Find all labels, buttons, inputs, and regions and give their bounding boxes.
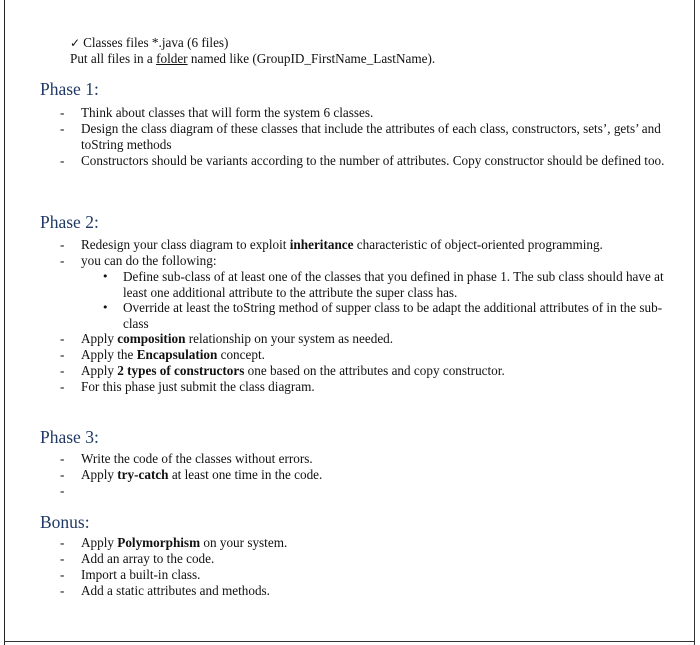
dash-marker: - bbox=[60, 363, 65, 378]
sub-list-item-text: Define sub-class of at least one of the classes that you defined in phase 1. The sub class should have at least one additional attribute to the attribute the super class has. bbox=[123, 269, 664, 300]
intro-line-2 bbox=[70, 51, 435, 66]
bonus-list bbox=[0, 535, 671, 599]
list-item bbox=[0, 551, 671, 567]
list-item-text: Think about classes that will form the system 6 classes. bbox=[81, 105, 374, 120]
list-item bbox=[0, 467, 671, 483]
bold-term: inheritance bbox=[289, 237, 354, 252]
intro-line-2-post: named like (GroupID_FirstName_LastName). bbox=[187, 51, 436, 66]
bullet-marker: • bbox=[102, 301, 109, 314]
list-item-text: Apply bbox=[81, 467, 118, 482]
bold-term: 2 types of constructors bbox=[117, 363, 245, 378]
list-item-text: one based on the attributes and copy constructor. bbox=[244, 363, 505, 378]
check-mark-icon: ✓ bbox=[70, 36, 81, 50]
phase-1-list bbox=[0, 105, 671, 169]
dash-marker: - bbox=[60, 583, 65, 598]
list-item-text: Add an array to the code. bbox=[81, 551, 215, 566]
phase-3-title: Phase 3: bbox=[40, 427, 99, 447]
phase-2-list bbox=[0, 237, 671, 395]
dash-marker: - bbox=[60, 347, 65, 362]
dash-marker: - bbox=[60, 467, 65, 482]
list-item bbox=[0, 121, 671, 152]
bold-term: try-catch bbox=[117, 467, 169, 482]
list-item bbox=[0, 535, 671, 551]
list-item-text: Apply bbox=[81, 535, 118, 550]
list-item bbox=[0, 363, 671, 379]
bold-term: composition bbox=[117, 331, 186, 346]
dash-marker: - bbox=[60, 551, 65, 566]
folder-underlined-text: folder bbox=[156, 51, 188, 66]
bonus-title: Bonus: bbox=[40, 512, 90, 532]
dash-marker: - bbox=[60, 105, 65, 120]
list-item bbox=[0, 253, 671, 269]
list-item bbox=[0, 451, 671, 467]
list-item-text: concept. bbox=[217, 347, 265, 362]
bold-term: Polymorphism bbox=[117, 535, 201, 550]
bold-term: Encapsulation bbox=[136, 347, 218, 362]
list-item-text: Import a built-in class. bbox=[81, 567, 201, 582]
sub-list-item bbox=[0, 300, 671, 331]
sub-list-item bbox=[0, 269, 671, 300]
list-item bbox=[0, 567, 671, 583]
list-item bbox=[0, 379, 671, 395]
dash-marker: - bbox=[60, 121, 65, 136]
dash-marker: - bbox=[60, 567, 65, 582]
intro-line-2-pre: Put all files in a bbox=[70, 51, 157, 66]
list-item-text: characteristic of object-oriented programming. bbox=[353, 237, 603, 252]
sub-list-item-text: Override at least the toString method of supper class to be adapt the additional attributes of in the sub-class bbox=[123, 300, 663, 331]
dash-marker: - bbox=[60, 152, 65, 168]
page-bottom-border bbox=[4, 641, 695, 642]
phase-2-title: Phase 2: bbox=[40, 212, 99, 232]
list-item-text: Design the class diagram of these classes that include the attributes of each class, constructors, sets’, gets’ and toString methods bbox=[81, 121, 661, 152]
list-item-text: Apply the bbox=[81, 347, 137, 362]
list-item bbox=[0, 153, 671, 169]
intro-line-1-text: Classes files *.java (6 files) bbox=[83, 35, 229, 50]
cropped-text-fragment bbox=[100, 397, 340, 403]
list-item-text: Add a static attributes and methods. bbox=[81, 583, 270, 598]
list-item-text: Apply bbox=[81, 363, 118, 378]
dash-marker: - bbox=[60, 237, 65, 252]
dash-marker: - bbox=[60, 535, 65, 550]
page-right-border bbox=[694, 0, 695, 645]
list-item-text: at least one time in the code. bbox=[168, 467, 323, 482]
list-item bbox=[0, 483, 671, 499]
list-item-text: relationship on your system as needed. bbox=[185, 331, 394, 346]
list-item-text: you can do the following: bbox=[81, 253, 217, 268]
list-item bbox=[0, 105, 671, 121]
phase-1-title: Phase 1: bbox=[40, 79, 99, 99]
list-item-text: on your system. bbox=[200, 535, 288, 550]
dash-marker: - bbox=[60, 483, 65, 498]
list-item bbox=[0, 237, 671, 253]
dash-marker: - bbox=[60, 379, 65, 394]
bullet-marker: • bbox=[102, 270, 109, 283]
list-item-text: Apply bbox=[81, 331, 118, 346]
list-item bbox=[0, 583, 671, 599]
list-item-text: Constructors should be variants according to the number of attributes. Copy constructor should be defined too. bbox=[81, 152, 665, 168]
list-item-text: Write the code of the classes without errors. bbox=[81, 451, 313, 466]
list-item bbox=[0, 331, 671, 347]
dash-marker: - bbox=[60, 451, 65, 466]
intro-section bbox=[70, 35, 435, 66]
dash-marker: - bbox=[60, 253, 65, 268]
dash-marker: - bbox=[60, 331, 65, 346]
list-item bbox=[0, 347, 671, 363]
list-item-text: Redesign your class diagram to exploit bbox=[81, 237, 290, 252]
phase-3-list bbox=[0, 451, 671, 499]
list-item-text: For this phase just submit the class diagram. bbox=[81, 379, 315, 394]
intro-line-1 bbox=[70, 35, 435, 51]
